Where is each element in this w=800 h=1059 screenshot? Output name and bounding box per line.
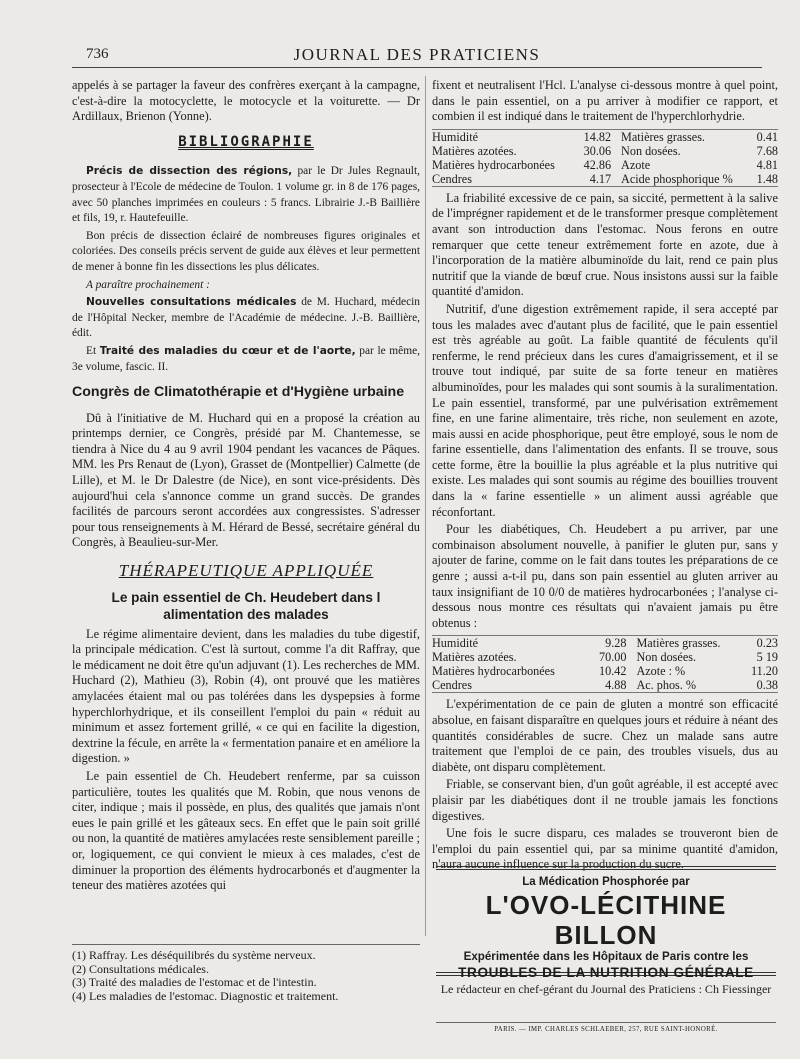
bib-body-2: de M. Huchard, médecin de l'Hôpital Necker, membre de l'Académie de médecine. J.-B. Baillière, édit.	[72, 296, 420, 340]
article-paragraph-1: Le régime alimentaire devient, dans les maladies du tube digestif, la principale médication. C'est là surtout, comme l'a dit Raffray, que le médicament ne doit être qu'un adjuvant (1). Les recherches de MM. Huchard (2), Mathieu (3), Robin (4), ont prouvé que les matières amylacées étaient mal ou pas tolérées dans les dyspepsies à forme hyperchlorhydrique, et ils conseillent l'emploi du pain « réduit au minimum et assez fortement grillé, « ce qui en facilite la digestion, dextrine la fécule, en arrête la « fermentation panaire et en améliore la digestion. »	[72, 626, 421, 766]
running-header	[72, 44, 762, 68]
right-column	[432, 78, 778, 875]
printer-line: PARIS. — IMP. CHARLES SCHLAEBER, 257, RUE SAINT-HONORÉ.	[436, 1022, 776, 1033]
table-row: Cendres 4.88 Ac. phos. % 0.38	[432, 678, 778, 693]
table-row: Humidité 9.28 Matières grasses. 0.23	[432, 636, 778, 651]
table-row: Matières hydrocarbonées 42.86 Azote 4.81	[432, 157, 778, 172]
congress-paragraph: Dû à l'initiative de M. Huchard qui en a proposé la création au printemps dernier, ce Congrès, présidé par M. Chantemesse, se tiendra à Nice du 4 au 9 avril 1904 pendant les vacances de Pâques. MM. les Prs Renaut de (Lyon), Grasset de (Montpellier) Calmette (de Lille), et M. le Dr Dalestre (de Nice), en sont vice-présidents. Dès aujourd'hui cela s'annonce comme un grand succès. De grandes facilités de parcours seront accordées aux congressistes. S'adresser pour tous renseignements à M. Hérard de Bessé, secrétaire général du Congrès, à Beaulieu-sur-Mer.	[72, 410, 420, 550]
right-paragraph-6: Friable, se conservant bien, d'un goût agréable, il est accepté avec plaisir par les diabétiques dont il ne trouble jamais les fonctions digestives.	[432, 777, 778, 823]
analysis-table-bread	[432, 129, 778, 187]
bib-title-1: Précis de dissection des régions,	[86, 165, 293, 178]
article-heading: Le pain essentiel de Ch. Heudebert dans l alimentation des malades	[111, 589, 381, 622]
bib-title-3: Traité des maladies du cœur et de l'aorte,	[99, 344, 356, 357]
article-paragraph-2: Le pain essentiel de Ch. Heudebert renferme, par sa cuisson particulière, toutes les qualités que M. Robin, que nous venons de citer, indique ; mais il possède, en plus, des qualités que jamais n'ont eues le pain grillé et les gâteaux secs. En effet que le pain soit grillé ou non, la quantité de matières amylacées reste sensiblement pareille ; or, logiquement, ce qui convient le mieux à ces malades, c'est de diminuer la proportion des éléments hydrocarbonés et d'augmenter la teneur des matières azotées qui	[72, 768, 420, 893]
bib-body-1: par le Dr Jules Regnault, prosecteur à l'Ecole de médecine de Toulon. 1 volume gr. in 8 de 176 pages, avec 50 planches imprimées en couleurs : 5 francs. Librairie J.-B Baillière et fils, 19, r. Hautefeuille.	[72, 165, 420, 225]
table-row: Cendres 4.17 Acide phosphorique % 1.48	[432, 171, 778, 186]
bibliography-heading: BIBLIOGRAPHIE	[178, 133, 314, 150]
footnote-3: (3) Traité des maladies de l'estomac et de l'intestin.	[72, 975, 317, 990]
table-row: Matières azotées. 70.00 Non dosées. 5 19	[432, 650, 778, 665]
table-row: Matières hydrocarbonées 10.42 Azote : % 11.20	[432, 664, 778, 679]
congress-heading: Congrès de Climatothérapie et d'Hygiène urbaine	[72, 384, 405, 401]
right-paragraph-2: La friabilité excessive de ce pain, sa siccité, permettent à la salive de l'imprégner rapidement et de le transformer presque complètement avant son introduction dans l'estomac. Nous ferons en outre remarquer que cette teneur extrêmement forte en azote, due à l'incorporation de la matière albuminoïde du lait, rend ce pain plus nutritif que la viande de bœuf crue. Nous insistons aussi sur la faible quantité d'amidon.	[432, 190, 778, 299]
journal-title: JOURNAL DES PRATICIENS	[293, 45, 541, 64]
left-column	[72, 78, 420, 896]
advertisement-box	[436, 866, 776, 980]
bibliography-entry-2	[72, 295, 420, 342]
advert-line-1: La Médication Phosphorée par	[522, 876, 690, 888]
bib-title-2: Nouvelles consultations médicales	[86, 296, 297, 309]
footnote-1: (1) Raffray. Les déséquilibrés du système nerveux.	[72, 948, 316, 962]
footnotes	[72, 944, 420, 1003]
footnote-2: (2) Consultations médicales.	[72, 961, 209, 976]
bib-body-3: par le même, 3e volume, fascic. II.	[72, 344, 420, 373]
editor-line: Le rédacteur en chef-gérant du Journal des Praticiens : Ch Fiessinger	[440, 982, 772, 996]
bibliography-entry-1	[72, 164, 420, 226]
therapeutique-heading: THÉRAPEUTIQUE APPLIQUÉE	[118, 561, 374, 581]
column-divider	[425, 76, 426, 936]
bibliography-review-1: Bon précis de dissection éclairé de nombreuses figures originales et coloriées. Des conseils précis servent de guide aux élèves et leur permettent de mener à bonne fin les dissections les plus délicates.	[72, 229, 420, 273]
right-paragraph-5: L'expérimentation de ce pain de gluten a montré son efficacité absolue, en faisant disparaître en quelques jours et réduire à néant des quantités considérables de sucre. Chez un malade sans autre traitement que l'emploi de ce pain, des troubles visuels, dus au diabète, ont disparu complètement.	[432, 697, 778, 774]
intro-paragraph: appelés à se partager la faveur des confrères exerçant à la campagne, c'est-à-dire la motocyclette, le motocycle et la voiturette. — Dr Ardillaux, Brienon (Yonne).	[72, 78, 420, 124]
right-paragraph-3: Nutritif, d'une digestion extrêmement rapide, il sera accepté par tous les malades avec d'autant plus de facilité, que le pain essentiel est très agréable au goût. La faible quantité de féculents qu'il renferme, le rend précieux dans les cures d'amaigrissement, et il se trouve tout indiqué, par suite de sa forte teneur en matières albuminoïdes, pour les malades qui sont soumis à la suralimentation. Le pain essentiel, transformé, par une pulvérisation extrêmement fine, en une farine alimentaire, très riche, non seulement en azote, mais aussi en acide phosphorique, peut être employé, sous le nom de farine essentielle, dans l'alimentation des enfants. Il se trouve, sous cette forme, être la bouillie la plus agréable et la plus nutritive qui existe. Les malades qui sont soumis au régime des bouillies trouvent dans la « farine essentielle » un aliment aussi agréable que réconfortant.	[432, 301, 778, 519]
footnote-4: (4) Les maladies de l'estomac. Diagnostic et traitement.	[72, 988, 339, 1003]
right-paragraph-7: Une fois le sucre disparu, ces malades se trouveront bien de l'emploi du pain essentiel qui, par sa minime quantité d'amidon, n'aura aucune influence sur la production du sucre.	[432, 826, 778, 872]
bibliography-entry-3: Et Traité des maladies du cœur et de l'aorte, par le même, 3e volume, fascic. II.	[72, 344, 420, 373]
advert-line-4: TROUBLES DE LA NUTRITION GÉNÉRALE	[458, 965, 754, 980]
analysis-table-gluten	[432, 635, 778, 693]
right-paragraph-4: Pour les diabétiques, Ch. Heudebert a pu arriver, par une combinaison absolument nouvelle, à panifier le gluten pur, sans y ajouter de farine, comme on le fait dans toutes les préparations de ce genre ; aussi a-t-il pu, dans son pain essentiel au gluten arriver au taux insignifiant de 10 0/0 de matières hydrocarbonées ; l'analyse ci-dessous nous montre ces résultats qui n'avaient jamais pu être obtenus :	[432, 522, 778, 630]
advert-product-name: L'OVO-LÉCITHINE BILLON	[485, 890, 727, 950]
page-number: 736	[86, 46, 109, 62]
table-row: Humidité 14.82 Matières grasses. 0.41	[432, 129, 778, 144]
advert-line-3: Expérimentée dans les Hôpitaux de Paris contre les	[463, 950, 749, 963]
forthcoming-label: A paraître prochainement :	[86, 278, 210, 291]
right-paragraph-1: fixent et neutralisent l'Hcl. L'analyse ci-dessous montre à quel point, dans le pain essentiel, on a pu arriver à modifier ce rapport, et combien il est indiqué dans le traitement de l'hyperchlorhydrie.	[432, 78, 778, 124]
table-row: Matières azotées. 30.06 Non dosées. 7.68	[432, 143, 778, 158]
